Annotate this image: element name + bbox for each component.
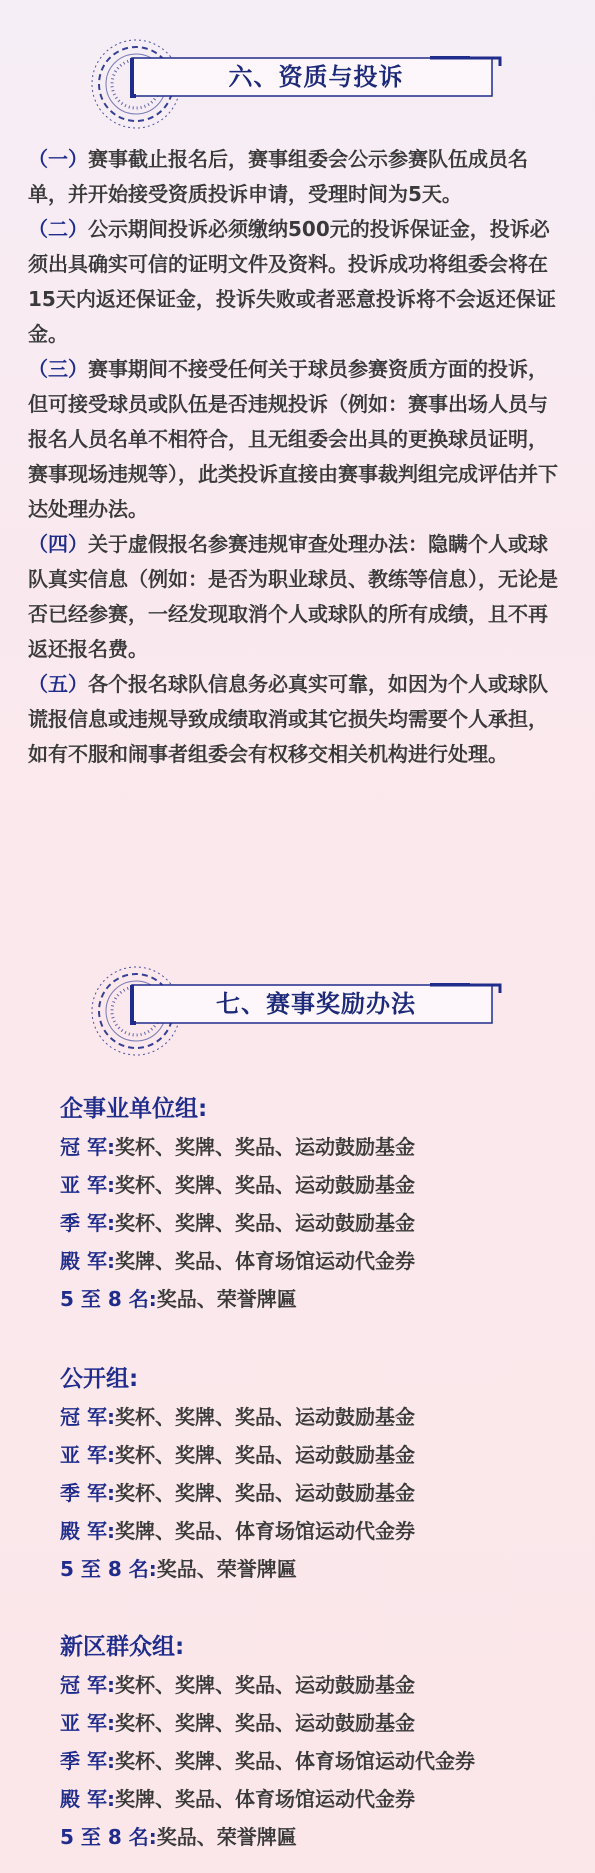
section6-item-3 (28, 352, 566, 527)
item-index: （二） (28, 217, 88, 241)
prize-text: 奖杯、奖牌、奖品、运动鼓励基金 (114, 1135, 415, 1159)
prize-text: 奖牌、奖品、体育场馆运动代金券 (114, 1519, 415, 1543)
prize-text: 奖牌、奖品、体育场馆运动代金券 (114, 1787, 415, 1811)
award-row (60, 1474, 560, 1512)
award-row (60, 1512, 560, 1550)
rank-label: 亚 军: (60, 1173, 115, 1197)
award-row (60, 1398, 560, 1436)
section6-item-1 (28, 142, 566, 212)
award-row (60, 1204, 560, 1242)
prize-text: 奖杯、奖牌、奖品、运动鼓励基金 (114, 1481, 415, 1505)
prize-text: 奖杯、奖牌、奖品、运动鼓励基金 (114, 1443, 415, 1467)
prize-text: 奖杯、奖牌、奖品、运动鼓励基金 (114, 1173, 415, 1197)
item-text: 各个报名球队信息务必真实可靠，如因为个人或球队谎报信息或违规导致成绩取消或其它损失均需要个人承担，如有不服和闹事者组委会有权移交相关机构进行处理。 (28, 672, 548, 766)
award-row (60, 1818, 560, 1856)
group-name: 新区群众组: (60, 1634, 185, 1660)
rank-label: 季 军: (60, 1211, 115, 1235)
item-index: （三） (28, 357, 88, 381)
award-group-public (60, 1628, 560, 1856)
prize-text: 奖品、荣誉牌匾 (156, 1557, 297, 1581)
award-row (60, 1436, 560, 1474)
item-text: 赛事期间不接受任何关于球员参赛资质方面的投诉，但可接受球员或队伍是否违规投诉（例如：赛事出场人员与报名人员名单不相符合，且无组委会出具的更换球员证明，赛事现场违规等），此类投诉直接由赛事裁判组完成评估并下达处理办法。 (28, 357, 558, 521)
prize-text: 奖杯、奖牌、奖品、运动鼓励基金 (114, 1405, 415, 1429)
section6-header (88, 36, 508, 106)
item-index: （五） (28, 672, 88, 696)
award-row (60, 1280, 560, 1318)
item-text: 赛事截止报名后，赛事组委会公示参赛队伍成员名单，并开始接受资质投诉申请，受理时间为5天。 (28, 147, 528, 206)
item-index: （四） (28, 532, 88, 556)
rank-label: 殿 军: (60, 1249, 115, 1273)
item-index: （一） (28, 147, 88, 171)
award-row (60, 1742, 560, 1780)
award-row (60, 1128, 560, 1166)
award-row (60, 1704, 560, 1742)
prize-text: 奖品、荣誉牌匾 (156, 1825, 297, 1849)
rank-label: 5 至 8 名: (60, 1557, 157, 1581)
prize-text: 奖杯、奖牌、奖品、运动鼓励基金 (114, 1211, 415, 1235)
group-name: 企事业单位组: (60, 1096, 208, 1122)
award-group-open (60, 1360, 560, 1588)
award-group-enterprise (60, 1090, 560, 1318)
rank-label: 季 军: (60, 1749, 115, 1773)
rank-label: 冠 军: (60, 1135, 115, 1159)
rank-label: 冠 军: (60, 1673, 115, 1697)
award-row (60, 1166, 560, 1204)
rank-label: 殿 军: (60, 1519, 115, 1543)
prize-text: 奖杯、奖牌、奖品、体育场馆运动代金券 (114, 1749, 475, 1773)
rank-label: 5 至 8 名: (60, 1825, 157, 1849)
group-name: 公开组: (60, 1366, 139, 1392)
section6-item-5 (28, 667, 566, 772)
section6-item-4 (28, 527, 566, 667)
rank-label: 亚 军: (60, 1711, 115, 1735)
prize-text: 奖杯、奖牌、奖品、运动鼓励基金 (114, 1711, 415, 1735)
rank-label: 季 军: (60, 1481, 115, 1505)
section7-title: 七、赛事奖励办法 (216, 990, 416, 1018)
award-row (60, 1242, 560, 1280)
section6-title: 六、资质与投诉 (228, 63, 404, 91)
section7-header (88, 963, 508, 1033)
rank-label: 亚 军: (60, 1443, 115, 1467)
item-text: 关于虚假报名参赛违规审查处理办法：隐瞒个人或球队真实信息（例如：是否为职业球员、教练等信息），无论是否已经参赛，一经发现取消个人或球队的所有成绩，且不再返还报名费。 (28, 532, 558, 661)
award-row (60, 1666, 560, 1704)
prize-text: 奖品、荣誉牌匾 (156, 1287, 297, 1311)
prize-text: 奖杯、奖牌、奖品、运动鼓励基金 (114, 1673, 415, 1697)
rank-label: 冠 军: (60, 1405, 115, 1429)
item-text: 公示期间投诉必须缴纳500元的投诉保证金，投诉必须出具确实可信的证明文件及资料。投诉成功将组委会将在15天内返还保证金，投诉失败或者恶意投诉将不会返还保证金。 (28, 217, 556, 346)
award-row (60, 1780, 560, 1818)
rank-label: 殿 军: (60, 1787, 115, 1811)
section6-item-2 (28, 212, 566, 352)
award-row (60, 1550, 560, 1588)
prize-text: 奖牌、奖品、体育场馆运动代金券 (114, 1249, 415, 1273)
rank-label: 5 至 8 名: (60, 1287, 157, 1311)
